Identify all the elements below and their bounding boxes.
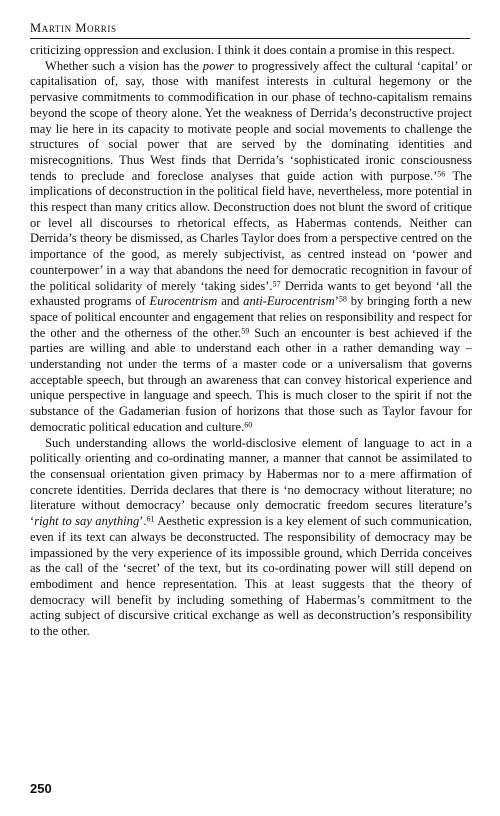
paragraph-1	[30, 43, 472, 59]
text-run: by bringing forth a new space of political encounter and engagement that relies on responsibility and respect for the other and the otherness of the other.	[30, 294, 473, 340]
body-text	[30, 43, 472, 640]
italic-text: right to say anything	[34, 514, 140, 529]
text-run: to progressively affect the cultural ‘capital’ or capitalisation of, say, those with manifest interests in cultural hegemony or the pervasive commitments to commodification in our phase of techno-capitalism remains beyond the scope of theory alone. Yet the weakness of Derrida’s deconstructive project may lie here in its capacity to motivate people and social movements to challenge the structures of social power that are served by the dominating identities and misrecognitions. Thus West finds that Derrida’s ‘sophisticated ironic consciousness tends to preclude and foreclose analyses that guide action with purpose.’	[30, 58, 472, 183]
page-number: 250	[30, 781, 52, 796]
footnote-reference: 56	[437, 169, 446, 179]
text-run: Such understanding allows the world-disclosive element of language to act in a politically orienting and co-ordinating manner, a manner that cannot be assimilated to the consensual orientation given primacy by Habermas nor to a mere affirmation of concrete identities. Derrida declares that there is ‘no democracy without literature; no literature without democracy’ because only democratic freedom secures literature’s ‘	[30, 435, 472, 529]
footnote-reference: 58	[338, 294, 347, 304]
text-run: criticizing oppression and exclusion. I think it does contain a promise in this respect.	[30, 43, 455, 57]
header-rule	[30, 38, 470, 39]
text-run: Aesthetic expression is a key element of such communication, even if its text can always be deconstructed. The responsibility of democracy may be impassioned by the very experience of its impossible ground, which Derrida conceives as the call of the ‘secret’ of the text, but its co-ordinating power will still depend on embodiment and hence representation. This at least suggests that the theory of democracy will benefit by including something of Habermas’s commitment to the acting subject of discursive critical exchange as well as deconstruction’s responsibility to the other.	[30, 514, 472, 639]
footnote-reference: 60	[244, 420, 253, 430]
italic-text: anti-Eurocentrism	[243, 294, 335, 309]
running-head: Martin Morris	[30, 21, 117, 35]
text-run: and	[217, 294, 244, 309]
footnote-reference: 57	[272, 278, 281, 288]
text-run: The implications of deconstruction in the political field have, nevertheless, more potential in this respect than many critics allow. Deconstruction does not blunt the sword of critique or level all discourses to rhetorical effects, as Habermas contends. Neither can Derrida’s theory be dismissed, as Charles Taylor does from a perspective centred on the importance of the good, as merely subjectivist, as centred instead on ‘power and counterpower’ in a way that abandons the need for democratic recognition in favour of the political solidarity of merely ‘taking sides’.	[30, 168, 472, 293]
text-run: ’	[334, 294, 339, 309]
paragraph-3	[30, 436, 472, 640]
text-run: ’.	[139, 514, 147, 529]
paragraph-2	[30, 59, 472, 436]
footnote-reference: 61	[146, 514, 155, 524]
italic-text: power	[202, 58, 235, 73]
footnote-reference: 59	[241, 326, 250, 336]
italic-text: Eurocentrism	[149, 294, 218, 309]
text-run: Derrida wants to get beyond ‘all the exhausted programs of	[30, 278, 472, 309]
text-run: Whether such a vision has the	[45, 58, 203, 73]
text-run: Such an encounter is best achieved if the parties are willing and able to understand each other in a rather demanding way – understanding not under the terms of a master code or a universalism that governs acceptable speech, but through an awareness that can convey historical experience and unique perspective in language and speech. This is much closer to the spirit if not the substance of the Gadamerian fusion of horizons that those such as Taylor favour for democratic political education and culture.	[30, 325, 473, 434]
